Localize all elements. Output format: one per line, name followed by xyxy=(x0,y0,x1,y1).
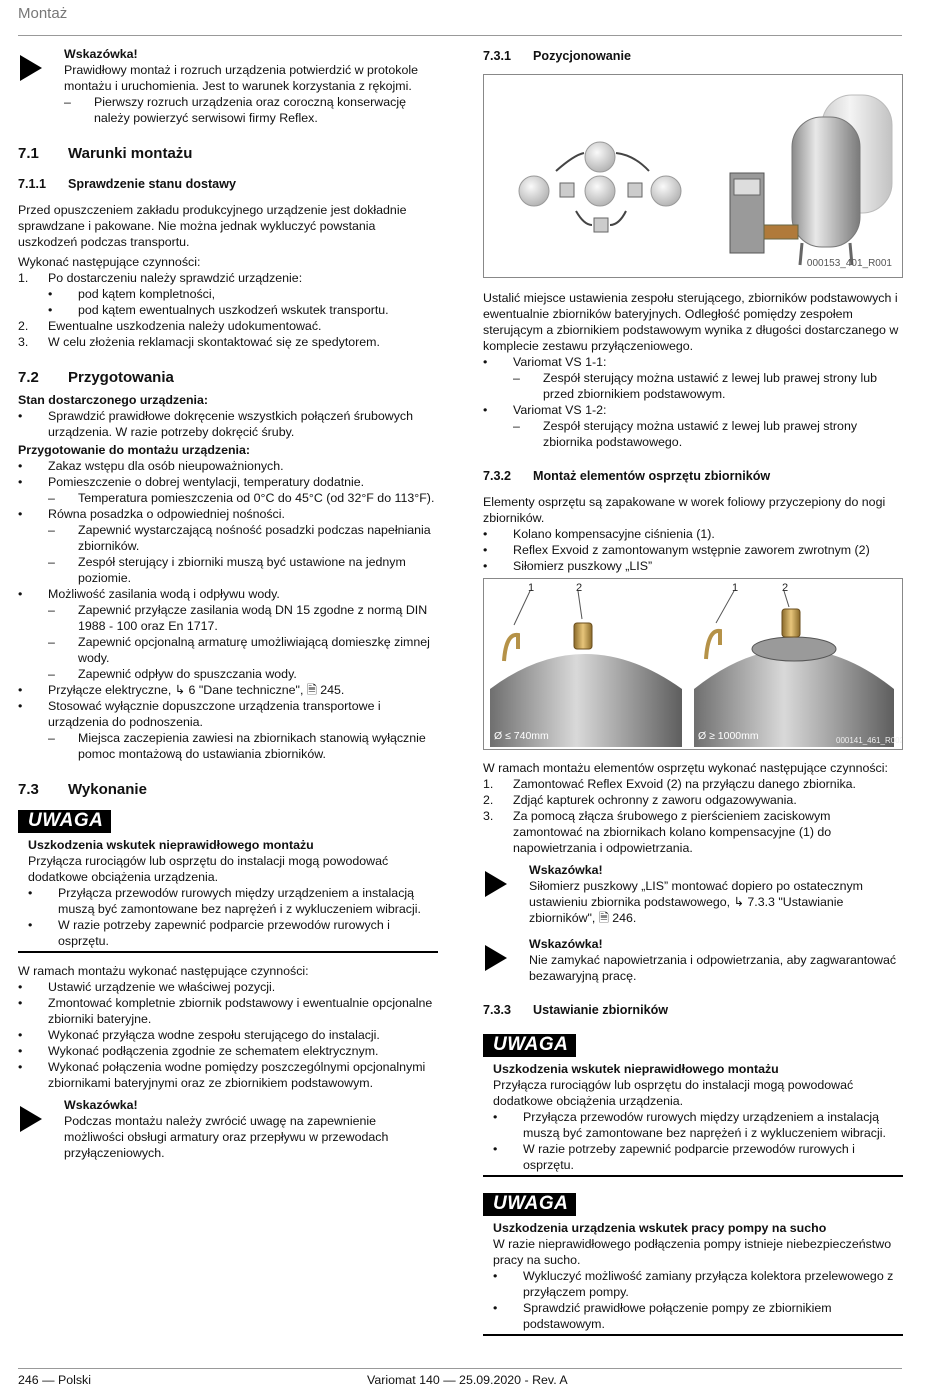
list-item: Sprawdzić prawidłowe połączenie pompy ze zbiornikiem podstawowym. xyxy=(523,1301,832,1331)
list-item: Wykonać połączenia wodne pomiędzy poszczególnymi opcjonalnymi zbiornikami bateryjnymi oraz ze zbiornikiem podstawowym. xyxy=(48,1060,426,1090)
list-item: Zapewnić przyłącze zasilania wodą DN 15 zgodne z normą DIN 1988 - 100 oraz En 1717. xyxy=(78,603,428,633)
diameter-label: Ø ≥ 1000mm xyxy=(698,730,759,742)
subsection-heading: 7.3.3 Ustawianie zbiorników xyxy=(483,1003,669,1017)
list-item: Zakaz wstępu dla osób nieupoważnionych. xyxy=(48,459,284,473)
list-item: Sprawdzić prawidłowe dokręcenie wszystkich połączeń śrubowych urządzenia. W razie potrzeby dokręcić śruby. xyxy=(48,409,413,439)
warning-text: W razie nieprawidłowego podłączenia pompy istnieje niebezpieczeństwo pracy na sucho. xyxy=(493,1237,892,1267)
note-text: Prawidłowy montaż i rozruch urządzenia potwierdzić w protokole montażu i uruchomienia. Jest to warunek korzystania z rękojmi. xyxy=(64,63,418,93)
paragraph: Elementy osprzętu są zapakowane w worek foliowy przyczepiony do nogi zbiorników. xyxy=(483,495,886,525)
list-item: Zespół sterujący można ustawić z lewej lub prawej strony lub przed zbiornikiem podstawowym. xyxy=(543,371,878,401)
list-item: Wykonać podłączenia zgodnie ze schematem elektrycznym. xyxy=(48,1044,379,1058)
warning-box: Uszkodzenia wskutek nieprawidłowego montażu Przyłącza rurociągów lub osprzętu do instalacji mogą powodować dodatkowe obciążenia urządzenia. • Przyłącza przewodów rurowych między urządzeniem a instalacją muszą być zamontowane bez naprężeń i z wykluczeniem wibracji. • W razie potrzeby zapewnić podparcie przewodów rurowych i osprzętu. xyxy=(18,837,438,953)
note-tip: Wskazówka! Prawidłowy montaż i rozruch urządzenia potwierdzić w protokole montażu i uruchomienia. Jest to warunek korzystania z rękojmi. – Pierwszy rozruch urządzenia oraz coroczną konserwację należy powierzyć serwisowi firmy Reflex. xyxy=(18,46,438,126)
warning-badge: UWAGA xyxy=(483,1193,576,1216)
list-item: Zespół sterujący można ustawić z lewej lub prawej strony zbiornika podstawowego. xyxy=(543,419,858,449)
note-tip xyxy=(18,1097,438,1161)
note-title: Wskazówka! xyxy=(64,47,138,61)
arrow-right-icon xyxy=(18,1105,44,1133)
subsection-heading: 7.1.1 Sprawdzenie stanu dostawy xyxy=(18,177,236,191)
diameter-label: Ø ≤ 740mm xyxy=(494,730,549,742)
list-item: Zdjąć kapturek ochronny z zaworu odgazowywania. xyxy=(513,793,797,807)
warning-text: Przyłącza rurociągów lub osprzętu do instalacji mogą powodować dodatkowe obciążenia urządzenia. xyxy=(493,1078,854,1108)
figure-caption: 000153_401_R001 xyxy=(806,258,892,269)
warning-title: Uszkodzenia urządzenia wskutek pracy pompy na sucho xyxy=(493,1221,827,1235)
note-dash: Pierwszy rozruch urządzenia oraz coroczną konserwację należy powierzyć serwisowi firmy Reflex. xyxy=(94,95,406,125)
arrow-right-icon xyxy=(483,870,509,898)
note-text: Siłomierz puszkowy „LIS” montować dopiero po ostatecznym ustawieniu zbiornika podstawowego, ↳ 7.3.3 "Ustawianie zbiorników", 🗎 246. xyxy=(529,879,863,925)
warning-badge: UWAGA xyxy=(18,810,111,833)
list-item: Kolano kompensacyjne ciśnienia (1). xyxy=(513,527,715,541)
section-heading: 7.1 Warunki montażu xyxy=(18,145,193,162)
list-item: Zmontować kompletnie zbiornik podstawowy i ewentualnie opcjonalne zbiorniki bateryjne. xyxy=(48,996,433,1026)
note-tip xyxy=(483,862,903,926)
label: Stan dostarczonego urządzenia: xyxy=(18,393,209,407)
paragraph: W ramach montażu elementów osprzętu wykonać następujące czynności: xyxy=(483,761,888,775)
list-item: Pomieszczenie o dobrej wentylacji, temperatury dodatnie. xyxy=(48,475,365,489)
section-heading: 7.2 Przygotowania xyxy=(18,369,174,386)
warning-box: Uszkodzenia wskutek nieprawidłowego montażu Przyłącza rurociągów lub osprzętu do instalacji mogą powodować dodatkowe obciążenia urządzenia. • Przyłącza przewodów rurowych między urządzeniem a instalacją muszą być zamontowane bez naprężeń i z wykluczeniem wibracji. • W razie potrzeby zapewnić podparcie przewodów rurowych i osprzętu. xyxy=(483,1061,903,1177)
note-title: Wskazówka! xyxy=(529,937,603,951)
paragraph: Przed opuszczeniem zakładu produkcyjnego urządzenie jest dokładnie sprawdzane i pakowane. Nie można jednak wykluczyć powstania uszkodzeń podczas transportu. xyxy=(18,203,407,249)
list-item: Zapewnić opcjonalną armaturę umożliwiającą domieszkę zimnej wody. xyxy=(78,635,430,665)
note-title: Wskazówka! xyxy=(529,863,603,877)
section-heading: 7.3 Wykonanie xyxy=(18,781,147,798)
note-title: Wskazówka! xyxy=(64,1098,138,1112)
document-info: Variomat 140 — 25.09.2020 - Rev. A xyxy=(367,1373,568,1387)
warning-box: Uszkodzenia urządzenia wskutek pracy pompy na sucho W razie nieprawidłowego podłączenia pompy istnieje niebezpieczeństwo pracy na sucho. • Wykluczyć możliwość zamiany przyłącza kolektora przelewowego z przyłączem pompy. • Sprawdzić prawidłowe połączenie pompy ze zbiornikiem podstawowym. xyxy=(483,1220,903,1336)
list-item: Reflex Exvoid z zamontowanym wstępnie zaworem zwrotnym (2) xyxy=(513,543,870,557)
list-item: Temperatura pomieszczenia od 0°C do 45°C (od 32°F do 113°F). xyxy=(78,491,435,505)
page-header: Montaż xyxy=(18,5,68,22)
list-item: Za pomocą złącza śrubowego z pierścieniem zaciskowym zamontować na zbiornikach kolano kompensacyjne (1) do napowietrzania i odpowietrzania. xyxy=(513,809,832,855)
page-number: 246 — Polski xyxy=(18,1373,92,1387)
note-tip xyxy=(483,936,903,984)
paragraph: W ramach montażu wykonać następujące czynności: xyxy=(18,964,309,978)
positioning-illustration xyxy=(484,75,902,275)
paragraph: Wykonać następujące czynności: xyxy=(18,255,201,269)
list-item: Ewentualne uszkodzenia należy udokumentować. xyxy=(48,319,322,333)
list-item: W celu złożenia reklamacji skontaktować się ze spedytorem. xyxy=(48,335,380,349)
label: Przygotowanie do montażu urządzenia: xyxy=(18,443,250,457)
list-item: pod kątem kompletności, xyxy=(78,287,216,301)
list-item: Zespół sterujący i zbiorniki muszą być ustawione na jednym poziomie. xyxy=(78,555,406,585)
paragraph: Ustalić miejsce ustawienia zespołu sterującego, zbiorników podstawowych i ewentualnie zbiorników bateryjnych. Odległość pomiędzy zespołem sterującym a zbiornikiem podstawowym wynika z długości dostarczanego w komplecie zestawu przyłączeniowego. xyxy=(483,291,899,353)
list-item: W razie potrzeby zapewnić podparcie przewodów rurowych i osprzętu. xyxy=(523,1142,855,1172)
list-item: Zapewnić odpływ do spuszczania wody. xyxy=(78,667,297,681)
list-item: Wykonać przyłącza wodne zespołu sterującego do instalacji. xyxy=(48,1028,380,1042)
fittings-figure xyxy=(483,578,903,750)
subsection-heading: 7.3.2 Montaż elementów osprzętu zbiorników xyxy=(483,469,771,483)
list-item: Stosować wyłącznie dopuszczone urządzenia transportowe i urządzenia do podnoszenia. xyxy=(48,699,381,729)
callout-number: 2 xyxy=(576,582,583,594)
warning-title: Uszkodzenia wskutek nieprawidłowego montażu xyxy=(493,1062,779,1076)
list-item: Przyłącze elektryczne, ↳ 6 "Dane techniczne", 🗎 245. xyxy=(48,683,345,697)
subsection-heading: 7.3.1 Pozycjonowanie xyxy=(483,49,631,63)
right-column: 7.3.1 Pozycjonowanie 000153_401_R001 Ustalić miejsce ustawienia zespołu sterującego, zbiorników podstawowych i ewentualnie zbiorników bateryjnych. Odległość pomiędzy zespołem sterującym a zbiornikiem podstawowym wynika z długości dostarczanego w komplecie zestawu przyłączeniowego. • Variomat VS 1-1: – Zespół sterujący można ustawić z lewej lub prawej strony lub przed zbiornikiem podstawowym. • Variomat VS 1-2: – Zespół sterujący można ustawić z lewej lub prawej strony zbiornika podstawowego. 7.3.2 Montaż elementów osprzętu zbiorników Elementy osprzętu są zapakowane w worek foliowy przyczepiony do nogi zbiorników. • Kolano kompensacyjne ciśnienia (1). • Reflex Exvoid z zamontowanym wstępnie zaworem zwrotnym (2) • Siłomierz puszkowy „LIS” 1 2 1 2 Ø ≤ 740mm Ø ≥ 1000mm 000141_461_R002 W ramach montażu elementów osprzętu wykonać następujące czynności: 1. Zamontować Reflex Exvoid (2) na przyłączu danego zbiornika. 2. Zdjąć kapturek ochronny z zaworu odgazowywania. 3. Za pomocą złącza śrubowego z pierścieniem zaciskowym zamontować na zbiornikach kolano kompensacyjne (1) do napowietrzania i odpowietrzania. Wskazówka! Siłomierz puszkowy „LIS” montować dopiero po ostatecznym ustawieniu zbiornika podstawowego, ↳ 7.3.3 "Ustawianie zbiorników", 🗎 246. Wskazówka! Nie zamykać napowietrzania i odpowietrzania, aby zagwarantować bezawaryjną pracę. 7.3.3 Ustawianie zbiorników UWAGA Uszkodzenia wskutek nieprawidłowego montażu Przyłącza rurociągów lub osprzętu do instalacji mogą powodować dodatkowe obciążenia urządzenia. • Przyłącza przewodów rurowych między urządzeniem a instalacją muszą być zamontowane bez naprężeń i z wykluczeniem wibracji. • W razie potrzeby zapewnić podparcie przewodów rurowych i osprzętu. UWAGA Uszkodzenia urządzenia wskutek pracy pompy na sucho W razie nieprawidłowego podłączenia pompy istnieje niebezpieczeństwo pracy na sucho. • Wykluczyć możliwość zamiany przyłącza kolektora przelewowego z przyłączem pompy. • Sprawdzić prawidłowe połączenie pompy ze zbiornikiem podstawowym. xyxy=(483,46,903,1346)
list-item: Miejsca zaczepienia zawiesi na zbiornikach stanowią wyłącznie pomoc montażową do ustawiania zbiorników. xyxy=(78,731,426,761)
list-item: Wykluczyć możliwość zamiany przyłącza kolektora przelewowego z przyłączem pompy. xyxy=(523,1269,894,1299)
callout-number: 1 xyxy=(528,582,535,594)
list-item: Możliwość zasilania wodą i odpływu wody. xyxy=(48,587,280,601)
note-text: Nie zamykać napowietrzania i odpowietrzania, aby zagwarantować bezawaryjną pracę. xyxy=(529,953,897,983)
list-item: Ustawić urządzenie we właściwej pozycji. xyxy=(48,980,276,994)
list-item: Zapewnić wystarczającą nośność posadzki podczas napełniania zbiorników. xyxy=(78,523,431,553)
figure-caption: 000141_461_R002 xyxy=(836,736,902,745)
positioning-figure xyxy=(483,74,903,278)
list-item: pod kątem ewentualnych uszkodzeń wskutek transportu. xyxy=(78,303,389,317)
list-item: Po dostarczeniu należy sprawdzić urządzenie: xyxy=(48,271,303,285)
warning-badge: UWAGA xyxy=(483,1034,576,1057)
list-item: Przyłącza przewodów rurowych między urządzeniem a instalacją muszą być zamontowane bez naprężeń i z wykluczeniem wibracji. xyxy=(58,886,421,916)
list-item: Zamontować Reflex Exvoid (2) na przyłączu danego zbiornika. xyxy=(513,777,856,791)
warning-title: Uszkodzenia wskutek nieprawidłowego montażu xyxy=(28,838,314,852)
header-divider xyxy=(18,35,902,36)
list-item: Równa posadzka o odpowiedniej nośności. xyxy=(48,507,285,521)
callout-number: 1 xyxy=(732,582,739,594)
list-item: W razie potrzeby zapewnić podparcie przewodów rurowych i osprzętu. xyxy=(58,918,390,948)
warning-text: Przyłącza rurociągów lub osprzętu do instalacji mogą powodować dodatkowe obciążenia urządzenia. xyxy=(28,854,389,884)
note-text: Podczas montażu należy zwrócić uwagę na zapewnienie możliwości obsługi armatury oraz przepływu w przewodach przyłączeniowych. xyxy=(64,1114,389,1160)
left-column: Wskazówka! Prawidłowy montaż i rozruch urządzenia potwierdzić w protokole montażu i uruchomienia. Jest to warunek korzystania z rękojmi. – Pierwszy rozruch urządzenia oraz coroczną konserwację należy powierzyć serwisowi firmy Reflex. 7.1 Warunki montażu 7.1.1 Sprawdzenie stanu dostawy Przed opuszczeniem zakładu produkcyjnego urządzenie jest dokładnie sprawdzane i pakowane. Nie można jednak wykluczyć powstania uszkodzeń podczas transportu. Wykonać następujące czynności: 1. Po dostarczeniu należy sprawdzić urządzenie: • pod kątem kompletności, • pod kątem ewentualnych uszkodzeń wskutek transportu. 2. Ewentualne uszkodzenia należy udokumentować. 3. W celu złożenia reklamacji skontaktować się ze spedytorem. 7.2 Przygotowania Stan dostarczonego urządzenia: • Sprawdzić prawidłowe dokręcenie wszystkich połączeń śrubowych urządzenia. W razie potrzeby dokręcić śruby. Przygotowanie do montażu urządzenia: • Zakaz wstępu dla osób nieupoważnionych. • Pomieszczenie o dobrej wentylacji, temperatury dodatnie. – Temperatura pomieszczenia od 0°C do 45°C (od 32°F do 113°F). • Równa posadzka o odpowiedniej nośności. – Zapewnić wystarczającą nośność posadzki podczas napełniania zbiorników. – Zespół sterujący i zbiorniki muszą być ustawione na jednym poziomie. • Możliwość zasilania wodą i odpływu wody. – Zapewnić przyłącze zasilania wodą DN 15 zgodne z normą DIN 1988 - 100 oraz En 1717. – Zapewnić opcjonalną armaturę umożliwiającą domieszkę zimnej wody. – Zapewnić odpływ do spuszczania wody. • Przyłącze elektryczne, ↳ 6 "Dane techniczne", 🗎 245. • Stosować wyłącznie dopuszczone urządzenia transportowe i urządzenia do podnoszenia. – Miejsca zaczepienia zawiesi na zbiornikach stanowią wyłącznie pomoc montażową do ustawiania zbiorników. 7.3 Wykonanie UWAGA Uszkodzenia wskutek nieprawidłowego montażu Przyłącza rurociągów lub osprzętu do instalacji mogą powodować dodatkowe obciążenia urządzenia. • Przyłącza przewodów rurowych między urządzeniem a instalacją muszą być zamontowane bez naprężeń i z wykluczeniem wibracji. • W razie potrzeby zapewnić podparcie przewodów rurowych i osprzętu. W ramach montażu wykonać następujące czynności: • Ustawić urządzenie we właściwej pozycji. • Zmontować kompletnie zbiornik podstawowy i ewentualnie opcjonalne zbiorniki bateryjne. • Wykonać przyłącza wodne zespołu sterującego do instalacji. • Wykonać podłączenia zgodnie ze schematem elektrycznym. • Wykonać połączenia wodne pomiędzy poszczególnymi opcjonalnymi zbiornikami bateryjnymi oraz ze zbiornikiem podstawowym. Wskazówka! Podczas montażu należy zwrócić uwagę na zapewnienie możliwości obsługi armatury oraz przepływu w przewodach przyłączeniowych. xyxy=(18,46,438,1167)
list-item: Przyłącza przewodów rurowych między urządzeniem a instalacją muszą być zamontowane bez naprężeń i z wykluczeniem wibracji. xyxy=(523,1110,886,1140)
list-item: Variomat VS 1-2: xyxy=(513,403,607,417)
list-item: Siłomierz puszkowy „LIS” xyxy=(513,559,653,573)
list-item: Variomat VS 1-1: xyxy=(513,355,607,369)
arrow-right-icon xyxy=(18,54,44,82)
footer-divider xyxy=(18,1368,902,1369)
fittings-illustration xyxy=(484,579,902,747)
callout-number: 2 xyxy=(782,582,789,594)
arrow-right-icon xyxy=(483,944,509,972)
